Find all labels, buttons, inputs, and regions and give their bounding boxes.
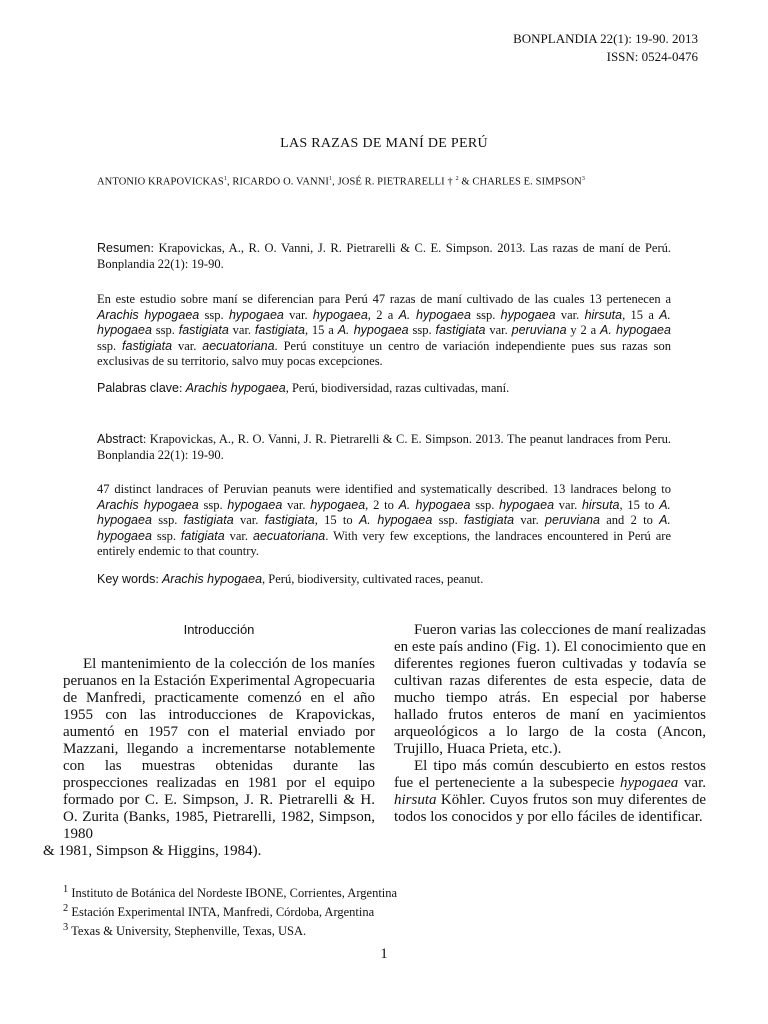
text-run: ssp. [408,323,436,337]
taxon-name: hypogaea [499,497,555,512]
taxon-name: peruviana [511,323,567,337]
text-run: 47 distinct landraces of Peruvian peanuts were identified and systematically described. 13 landraces belong to [97,482,671,496]
text-run: var. [172,338,203,353]
journal-reference [513,30,698,66]
text-run: var. [283,307,313,322]
taxon-name: A. hypogaea [358,513,433,527]
abstract-text: : Krapovickas, A., R. O. Vanni, J. R. Pietrarelli & C. E. Simpson. 2013. The peanut landraces from Peru. Bonplandia 22(1): 19-90. [97,432,671,462]
issn: ISSN: 0524-0476 [606,49,698,64]
taxon-name: hypogaea [228,307,284,322]
taxon-name: fastigiata [122,338,173,353]
affiliation-mark: 1 [223,176,227,182]
text-run: , 15 to [314,513,359,527]
text-run: ssp. [151,513,184,527]
footnote-mark: 3 [63,922,69,934]
taxon-name: hypogaea [227,497,283,512]
footnote [63,882,397,901]
footnote-text: Texas & University, Stephenville, Texas, USA. [68,924,307,939]
text-run: . With very few exceptions, the landraces encountered in Perú are entirely endemic to that country. [97,528,671,558]
text-run: , Perú, biodiversidad, razas cultivadas, maní. [285,381,510,395]
taxon-name: A. hypogaea [97,497,671,527]
journal-citation: BONPLANDIA 22(1): 19-90. 2013 [513,31,698,46]
text-run: , 2 to [365,497,399,512]
affiliation-mark: 3 [581,176,585,182]
text-run: , 15 a [622,307,660,322]
taxon-name: fastigiata [435,323,486,337]
text-run: , Perú, biodiversity, cultivated races, peanut. [262,572,484,586]
key-words [97,572,671,588]
taxon-name: hirsuta [394,792,437,808]
footnotes [63,882,397,939]
author-separator: & [458,176,473,188]
resumen-citation [97,241,671,272]
taxon-name: A. hypogaea [398,307,471,322]
palabras-clave-label: Palabras clave [97,381,179,395]
text-run: ssp. [432,513,465,527]
taxon-name: Arachis hypogaea [97,307,200,322]
taxon-name: Arachis hypogaea [185,381,286,395]
text-run: and 2 to [599,513,660,527]
taxon-name: aecuatoriana [202,338,275,353]
resumen-body [97,292,671,370]
text-run: Köhler. Cuyos frutos son muy diferentes de todos los conocidos y por ello fáciles de identificar. [394,792,706,825]
taxon-name: fastigiata [183,513,234,527]
text-run: ssp. [470,497,500,512]
left-column [43,656,375,860]
taxon-name: Arachis hypogaea [161,572,263,586]
taxon-name: aecuatoriana [252,528,326,543]
taxon-name: fastigiata [264,513,315,527]
article-title: LAS RAZAS DE MANÍ DE PERÚ [280,136,488,151]
text-run: ssp. [198,497,228,512]
author-name: CHARLES E. SIMPSON [472,176,582,188]
taxon-name: peruviana [545,513,600,527]
text-run: var. [555,307,585,322]
text-run: , 15 a [304,323,338,337]
taxon-name: fatigiata [180,528,225,543]
author-separator: , [226,176,233,188]
key-words-label: Key words [97,572,156,586]
author-separator: , [332,176,338,188]
taxon-name: A. hypogaea [97,307,671,337]
text-run: var. [554,497,582,512]
author-list [97,176,585,188]
taxon-name: hypogaea [619,775,679,791]
text-run: var. [514,513,546,527]
text-run: En este estudio sobre maní se diferencian para Perú 47 razas de maní cultivado de las cuales 13 pertenecen a [97,292,671,306]
taxon-name: hirsuta [584,307,623,322]
resumen-text: : Krapovickas, A., R. O. Vanni, J. R. Pietrarelli & C. E. Simpson. 2013. Las razas de maní de Perú. Bonplandia 22(1): 19-90. [97,241,671,271]
section-heading-introduccion: Introducción [183,622,255,637]
abstract-body [97,482,671,560]
footnote-mark: 1 [63,884,69,895]
text-run: & 1981, Simpson & Higgins, 1984). [43,843,262,859]
taxon-name: hypogaea [310,497,366,512]
text-run: El tipo más común descubierto en estos restos fue el perteneciente a la subespecie [394,758,706,791]
paragraph [43,656,375,860]
author-name: ANTONIO KRAPOVICKAS [97,176,224,188]
footnote-text: Instituto de Botánica del Nordeste IBONE, Corrientes, Argentina [68,886,398,901]
text-run: ssp. [151,323,179,337]
taxon-name: fastigiata [254,323,305,337]
author-name: JOSÉ R. PIETRARELLI † [337,176,456,188]
paragraph: Fueron varias las colecciones de maní realizadas en este país andino (Fig. 1). El conocimiento que en diferentes regiones fueron cultivadas y todavía se cultivan razas diferentes de esta especie, data de mucho tiempo atrás. En especial por haberse hallado frutos enteros de maní en yacimientos arqueológicos a lo largo de la costa (Ancon, Trujillo, Huaca Prieta, etc.). [394,622,707,757]
affiliation-mark: 2 [455,176,459,182]
resumen-label: Resumen [97,241,151,255]
abstract-label: Abstract [97,432,143,446]
taxon-name: A. hypogaea [97,513,671,543]
text-run: y 2 a [566,323,601,337]
paragraph [394,758,706,826]
taxon-name: hypogaea [312,307,368,322]
taxon-name: A. hypogaea [398,497,471,512]
text-run: ssp. [97,338,123,353]
taxon-name: Arachis hypogaea [97,497,199,512]
text-run: var. [485,323,512,337]
taxon-name: fastigiata [464,513,515,527]
taxon-name: hirsuta [581,497,620,512]
text-run: var. [233,513,265,527]
author-name: RICARDO O. VANNI [232,176,330,188]
text-run: , 2 a [367,307,399,322]
footnote-mark: 2 [63,903,69,915]
text-run: ssp. [151,528,181,543]
text-run: ssp. [470,307,501,322]
taxon-name: hypogaea [500,307,556,322]
text-run: var. [228,323,255,337]
text-run: : [155,572,162,586]
text-run: var. [678,775,706,791]
page-number: 1 [380,946,388,962]
text-run: var. [224,528,253,543]
taxon-name: A. hypogaea [337,323,409,337]
taxon-name: A. hypogaea [600,323,671,337]
right-column [394,622,706,826]
footnote [63,920,397,939]
affiliation-mark: 1 [329,176,333,182]
text-run: . Perú constituye un centro de variación independiente pues sus razas son exclusivas de su territorio, salvo muy pocas excepciones. [97,338,671,368]
text-run: ssp. [199,307,229,322]
taxon-name: fastigiata [178,323,229,337]
text-run: , 15 to [619,497,660,512]
abstract-citation [97,432,671,463]
text-run: var. [282,497,311,512]
text-run: : [179,381,186,395]
footnote-text: Estación Experimental INTA, Manfredi, Córdoba, Argentina [68,905,375,920]
text-run: El mantenimiento de la colección de los maníes peruanos en la Estación Experimental Agropecuaria de Manfredi, practicamente comenzó en el año 1955 con las introducciones de Krapovickas, aumentó en 1957 con el material enviado por Mazzani, llegando a incrementarse notablemente con las muestras obtenidas durante las prospecciones realizadas en 1981 por el equipo formado por C. E. Simpson, J. R. Pietrarelli & H. O. Zurita (Banks, 1985, Pietrarelli, 1982, Simpson, 1980 [63,656,375,842]
palabras-clave [97,381,671,397]
footnote [63,901,397,920]
